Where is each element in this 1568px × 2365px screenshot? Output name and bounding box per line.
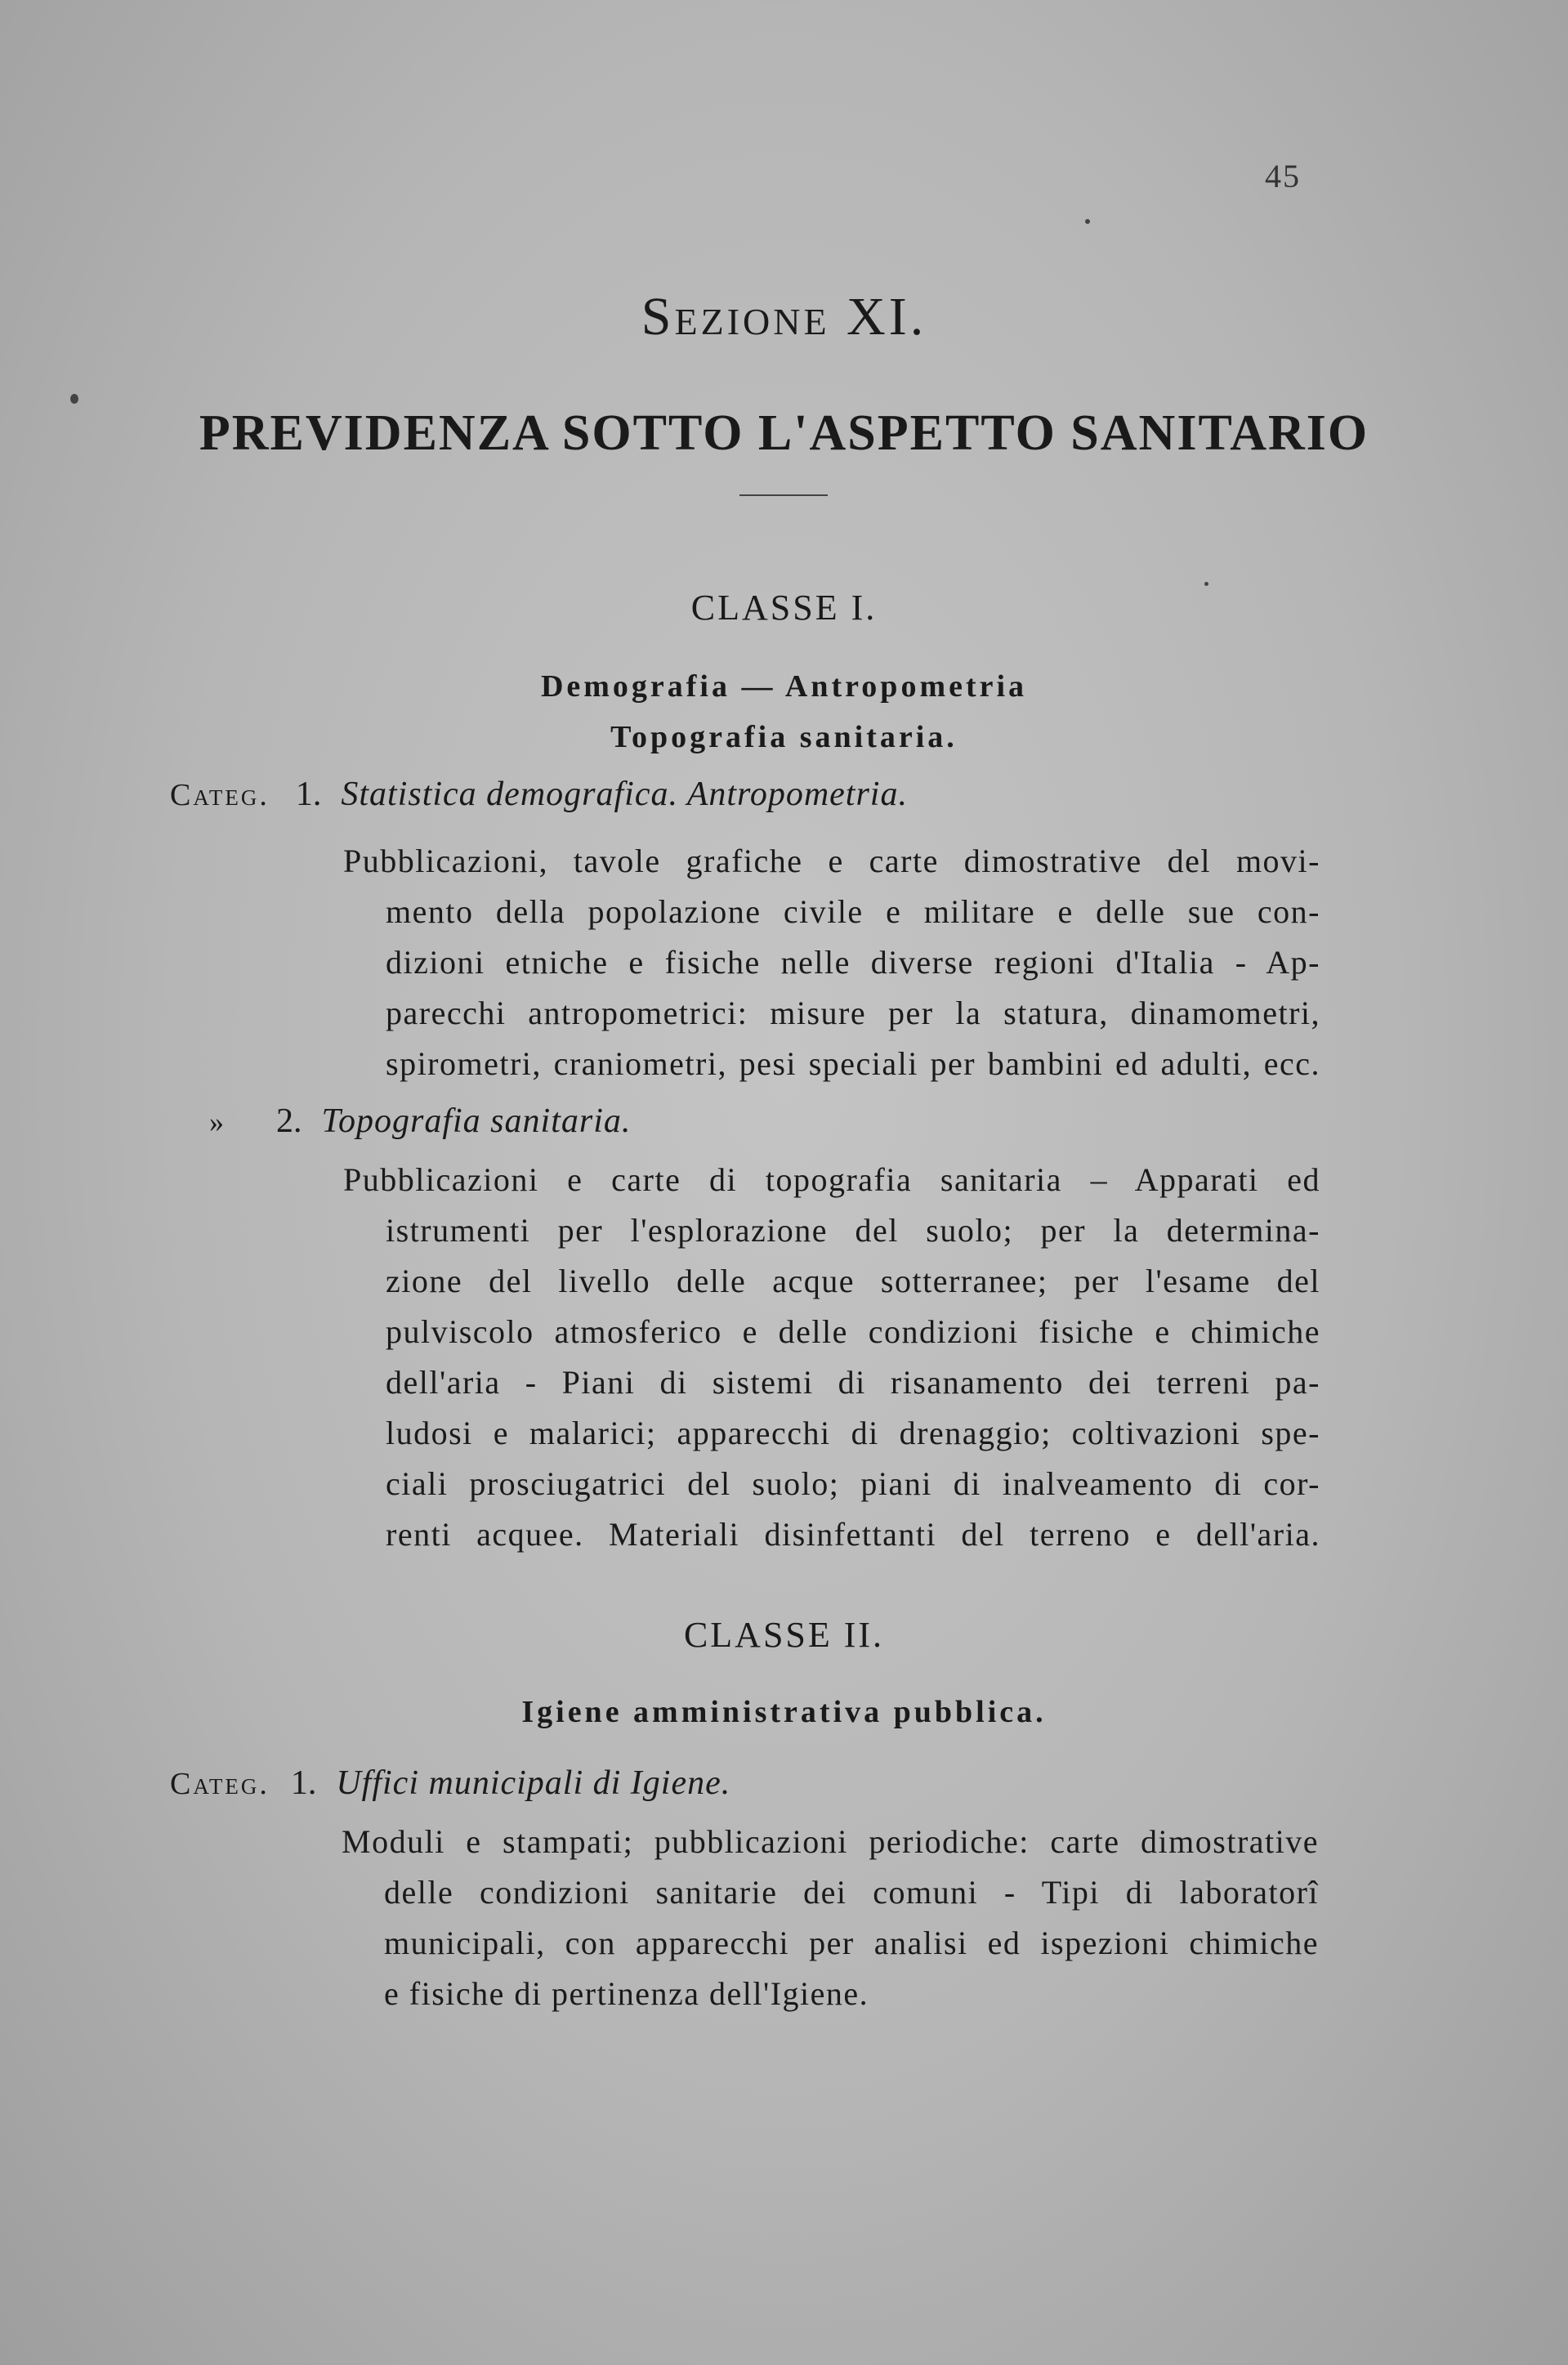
paragraph-line: zione del livello delle acque sotterranee; per l'esame del [386,1263,1320,1299]
paragraph-line: Pubblicazioni e carte di topografia sanitaria – Apparati ed [343,1161,1320,1198]
category-heading [209,1102,631,1141]
ditto-mark: » [209,1106,224,1138]
section-title: Sezione XI. [641,287,927,346]
class-heading: CLASSE II. [683,1615,885,1655]
category-label: Categ. [170,1767,270,1801]
class-heading: CLASSE I. [690,588,878,628]
category-heading [170,1764,730,1803]
paragraph-line: ludosi e malarici; apparecchi di drenaggio; coltivazioni spe- [386,1415,1320,1451]
category-number: 2. [276,1102,302,1140]
paragraph-line: mento della popolazione civile e militare e delle sue con- [386,893,1320,930]
paragraph-line: delle condizioni sanitarie dei comuni - Tipi di laboratorî [384,1874,1319,1911]
paragraph-line: Moduli e stampati; pubblicazioni periodiche: carte dimostrative [342,1823,1319,1860]
paragraph-line: dizioni etniche e fisiche nelle diverse regioni d'Italia - Ap- [386,944,1320,981]
paragraph-line: Pubblicazioni, tavole grafiche e carte dimostrative del movi- [343,843,1320,879]
class-subheading: Demografia — Antropometria [540,669,1028,704]
main-title: PREVIDENZA SOTTO L'ASPETTO SANITARIO [199,405,1369,461]
ink-speck [1085,219,1090,224]
title-rule [739,494,828,496]
ink-speck [1204,582,1208,586]
class-subheading: Topografia sanitaria. [610,720,958,754]
paragraph-line: municipali, con apparecchi per analisi ed ispezioni chimiche [384,1925,1319,1961]
category-number: 1. [295,776,322,813]
page-number: 45 [1265,158,1301,194]
paragraph-line: spirometri, craniometri, pesi speciali per bambini ed adulti, ecc. [386,1045,1320,1082]
paragraph-line: parecchi antropometrici: misure per la statura, dinamometri, [386,995,1320,1031]
paragraph-line: istrumenti per l'esplorazione del suolo; per la determina- [386,1212,1320,1249]
category-title: Statistica demografica. Antropometria. [341,776,908,813]
paragraph-line: e fisiche di pertinenza dell'Igiene. [384,1975,869,2012]
category-title: Topografia sanitaria. [321,1102,632,1140]
ink-speck [70,394,78,404]
category-number: 1. [290,1764,317,1802]
paragraph-line: ciali prosciugatrici del suolo; piani di inalveamento di cor- [386,1465,1320,1502]
paragraph-line: dell'aria - Piani di sistemi di risanamento dei terreni pa- [386,1364,1320,1401]
category-heading [170,775,908,814]
category-label: Categ. [170,778,270,812]
paragraph-line: pulviscolo atmosferico e delle condizioni fisiche e chimiche [386,1313,1320,1350]
category-title: Uffici municipali di Igiene. [336,1764,731,1802]
paragraph-line: renti acquee. Materiali disinfettanti del terreno e dell'aria. [386,1516,1320,1553]
class-subheading: Igiene amministrativa pubblica. [521,1695,1047,1729]
